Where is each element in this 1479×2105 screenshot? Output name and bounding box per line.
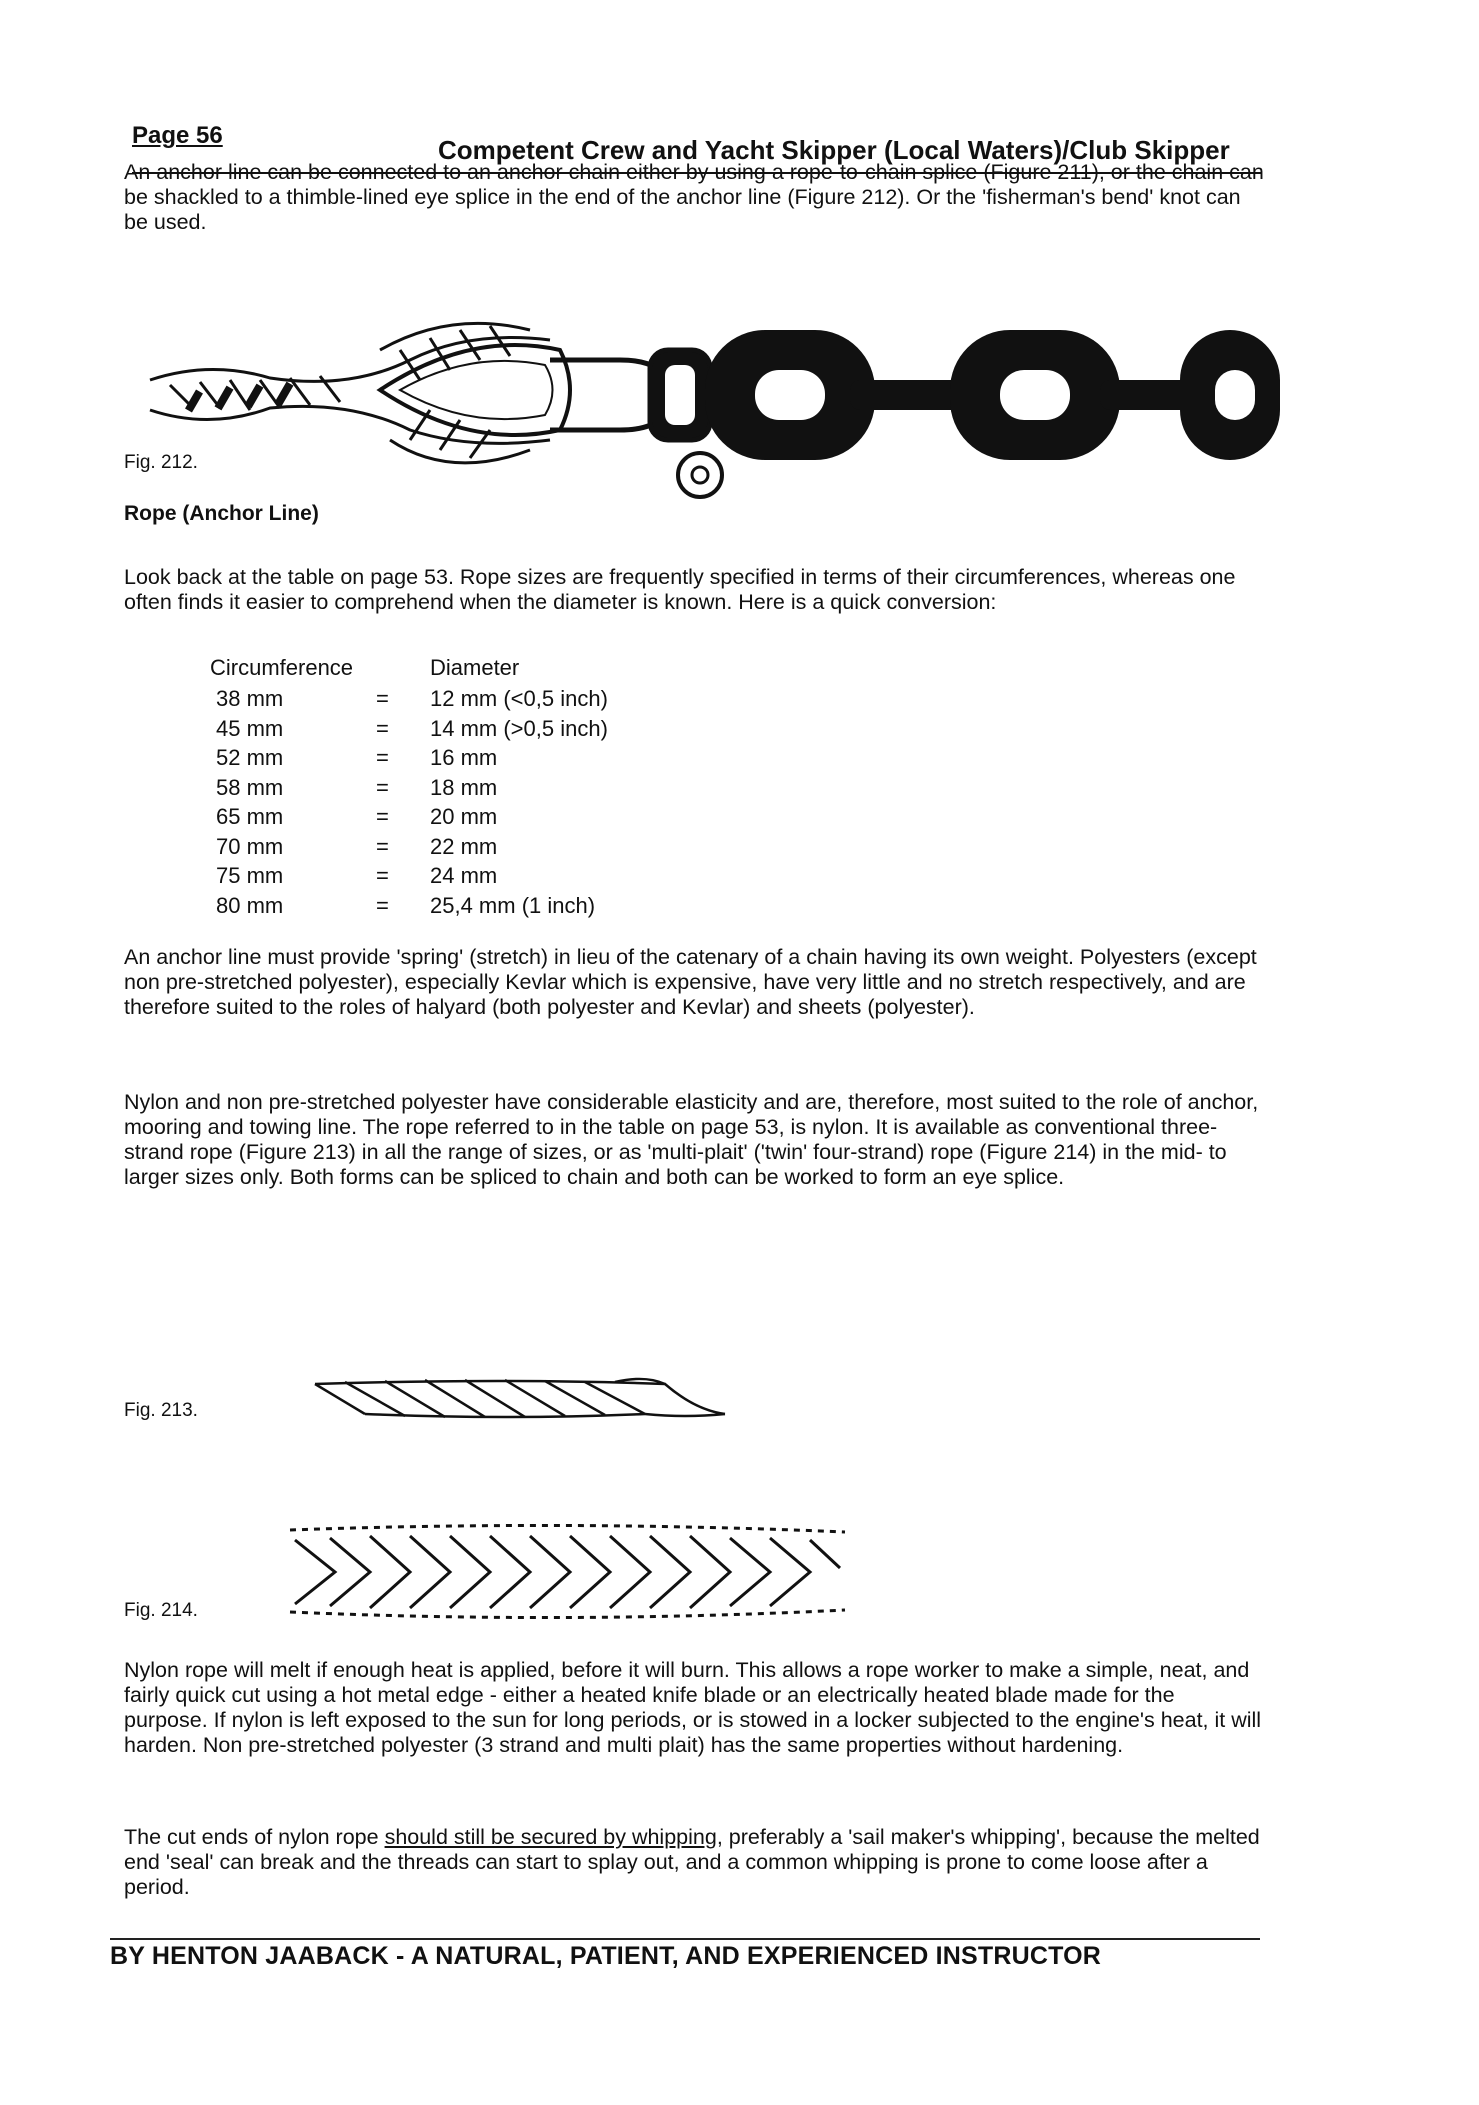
header-circumference: Circumference	[210, 654, 354, 680]
diameter-cell: 18 mm	[430, 774, 498, 800]
cut-ends-post: , preferably a 'sail maker's whipping', because the melted end 'seal' can break and the threads can start to splay out, and a common whipping is prone to come loose after a period.	[124, 1825, 1260, 1899]
fig213-label: Fig. 213.	[124, 1400, 198, 1421]
footer-credit: BY HENTON JAABACK - A NATURAL, PATIENT, AND EXPERIENCED INSTRUCTOR	[110, 1942, 1102, 1970]
equals-cell: =	[376, 715, 389, 741]
diameter-cell: 24 mm	[430, 863, 498, 889]
spring-paragraph	[124, 945, 1264, 1020]
section-heading: Rope (Anchor Line)	[124, 502, 319, 525]
diameter-cell: 25,4 mm (1 inch)	[430, 892, 596, 918]
fig214-label: Fig. 214.	[124, 1600, 198, 1621]
table-row	[210, 802, 690, 832]
equals-cell: =	[376, 833, 389, 859]
diameter-cell: 12 mm (<0,5 inch)	[430, 686, 608, 712]
conversion-table	[210, 650, 690, 920]
table-row	[210, 714, 690, 744]
diameter-cell: 20 mm	[430, 804, 498, 830]
fig212-rope-chain-illustration	[150, 290, 1280, 530]
conversion-header-row	[210, 650, 690, 684]
header-diameter: Diameter	[430, 654, 520, 680]
table-intro-text: Look back at the table on page 53. Rope sizes are frequently specified in terms of their circumferences, whereas one often finds it easier to comprehend when the diameter is known. Here is a quick conversion:	[124, 565, 1236, 614]
page-number: Page 56	[132, 122, 223, 149]
table-row	[210, 832, 690, 862]
nylon-paragraph	[124, 1090, 1264, 1190]
equals-cell: =	[376, 863, 389, 889]
intro-paragraph	[124, 160, 1264, 235]
melt-text: Nylon rope will melt if enough heat is applied, before it will burn. This allows a rope worker to make a simple, neat, and fairly quick cut using a hot metal edge - either a heated knife blade or an electrically heated blade made for the purpose. If nylon is left exposed to the sun for long periods, or is stowed in a locker subjected to the engine's heat, it will harden. Non pre-stretched polyester (3 strand and multi plait) has the same properties without hardening.	[124, 1658, 1262, 1757]
fig212-label: Fig. 212.	[124, 452, 198, 473]
diameter-cell: 16 mm	[430, 745, 498, 771]
circumference-cell: 38 mm	[216, 686, 284, 712]
table-row	[210, 743, 690, 773]
diameter-cell: 14 mm (>0,5 inch)	[430, 715, 608, 741]
circumference-cell: 70 mm	[216, 833, 284, 859]
circumference-cell: 45 mm	[216, 715, 284, 741]
equals-cell: =	[376, 804, 389, 830]
table-row	[210, 684, 690, 714]
cut-ends-paragraph	[124, 1825, 1264, 1900]
nylon-text: Nylon and non pre-stretched polyester have considerable elasticity and are, therefore, most suited to the role of anchor, mooring and towing line. The rope referred to in the table on page 53, is nylon. It is available as conventional three-strand rope (Figure 213) in all the range of sizes, or as 'multi-plait' ('twin' four-strand) rope (Figure 214) in the mid- to larger sizes only. Both forms can be spliced to chain and both can be worked to form an eye splice.	[124, 1090, 1259, 1189]
circumference-cell: 75 mm	[216, 863, 284, 889]
running-title: Competent Crew and Yacht Skipper (Local Waters)/Club Skipper	[438, 135, 1230, 165]
footer-rule	[110, 1938, 1260, 1940]
table-row	[210, 891, 690, 921]
cut-ends-underlined: should still be secured by whipping	[384, 1825, 717, 1849]
cut-ends-pre: The cut ends of nylon rope	[124, 1825, 385, 1849]
equals-cell: =	[376, 745, 389, 771]
table-intro-paragraph	[124, 565, 1264, 615]
fig213-three-strand-rope	[305, 1370, 725, 1430]
circumference-cell: 58 mm	[216, 774, 284, 800]
melt-paragraph	[124, 1658, 1264, 1758]
spring-text: An anchor line must provide 'spring' (stretch) in lieu of the catenary of a chain having its own weight. Polyesters (except non pre-stretched polyester), especially Kevlar which is expensive, have very little and no stretch respectively, and are therefore suited to the roles of halyard (both polyester and Kevlar) and sheets (polyester).	[124, 945, 1257, 1019]
equals-cell: =	[376, 686, 389, 712]
cut-ends-text	[124, 1825, 1264, 1900]
fig214-multi-plait-rope	[285, 1520, 855, 1630]
circumference-cell: 80 mm	[216, 892, 284, 918]
table-row	[210, 773, 690, 803]
table-row	[210, 861, 690, 891]
circumference-cell: 65 mm	[216, 804, 284, 830]
equals-cell: =	[376, 892, 389, 918]
equals-cell: =	[376, 774, 389, 800]
intro-text: An anchor line can be connected to an anchor chain either by using a rope-to-chain splice (Figure 211), or the chain can be shackled to a thimble-lined eye splice in the end of the anchor line (Figure 212). Or the 'fisherman's bend' knot can be used.	[124, 160, 1264, 234]
circumference-cell: 52 mm	[216, 745, 284, 771]
diameter-cell: 22 mm	[430, 833, 498, 859]
